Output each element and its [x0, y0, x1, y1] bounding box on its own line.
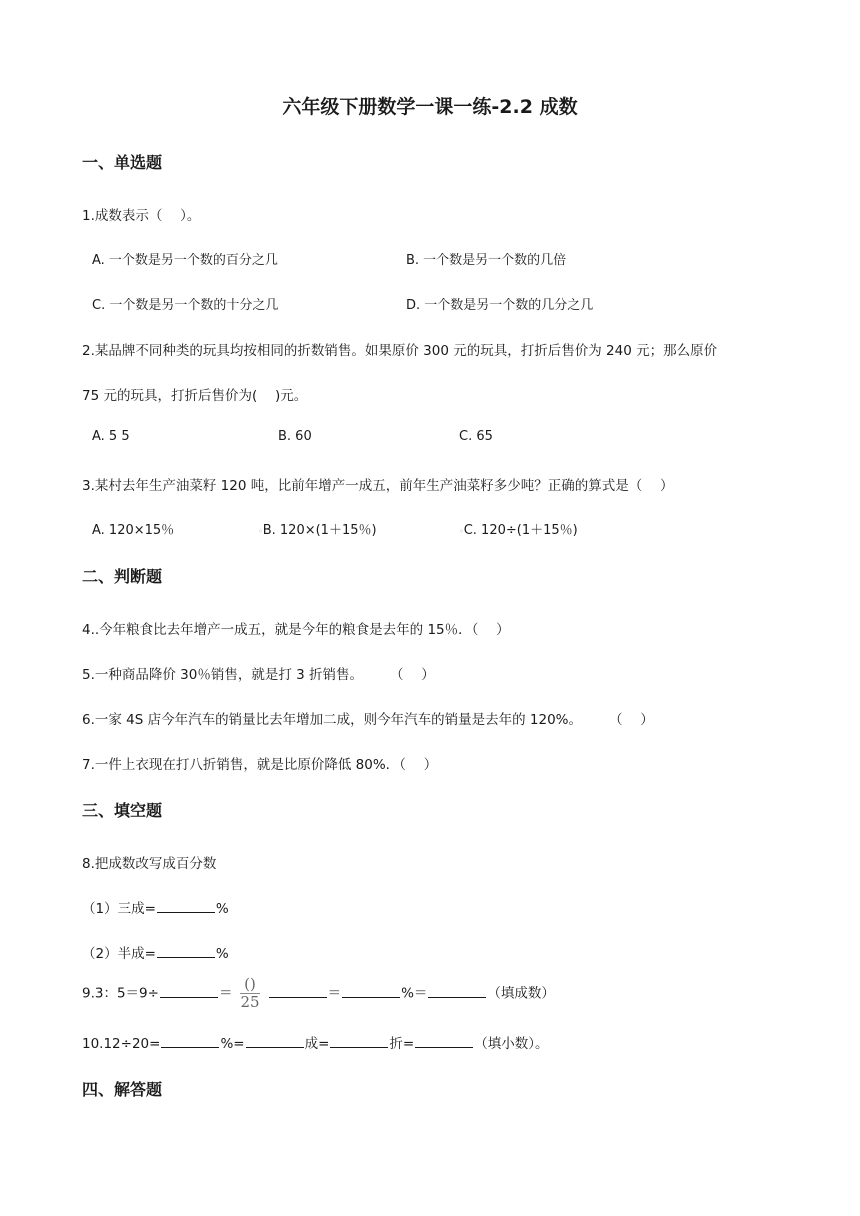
question-8-part-1 [82, 897, 229, 917]
answer-blank[interactable] [157, 898, 215, 913]
question-5: 5.一种商品降价 30％销售，就是打 3 折销售。 （ ） [82, 667, 435, 683]
question-10 [82, 1032, 548, 1052]
answer-blank[interactable] [330, 1033, 388, 1048]
question-9-note: （填成数） [487, 985, 555, 1002]
answer-blank[interactable] [246, 1033, 304, 1048]
question-10-start: 10.12÷20= [82, 1036, 161, 1052]
percent-equals: %＝ [401, 985, 428, 1002]
fraction-blank [240, 977, 259, 1010]
equals-sign: ＝ [218, 985, 233, 1002]
question-2-stem-line-1: 2.某品牌不同种类的玩具均按相同的折数销售。如果原价 300 元的玩具，打折后售价为 240 元；那么原价 [82, 343, 718, 359]
question-2-option-b: B. 60 [278, 429, 312, 444]
question-8-part-2-label: （2）半成= [82, 946, 156, 962]
answer-blank[interactable] [157, 943, 215, 958]
question-8-part-1-label: （1）三成= [82, 901, 156, 917]
section-heading-solve: 四、解答题 [82, 1080, 163, 1099]
percent-equals: %= [220, 1036, 245, 1052]
question-2-option-c: C. 65 [459, 429, 493, 444]
question-4: 4..今年粮食比去年增产一成五，就是今年的粮食是去年的 15％．（ ） [82, 622, 510, 638]
question-7: 7.一件上衣现在打八折销售，就是比原价降低 80%．（ ） [82, 757, 438, 773]
question-1-option-a: A. 一个数是另一个数的百分之几 [92, 253, 278, 268]
percent-unit: % [215, 901, 229, 917]
cheng-equals: 成= [304, 1036, 330, 1052]
bullet-mark: ◦ [459, 527, 464, 536]
bullet-mark: ◦ [258, 527, 263, 536]
question-2-option-a: A. 5 5 [92, 429, 130, 444]
section-heading-fill-blank: 三、填空题 [82, 801, 163, 820]
percent-unit: % [215, 946, 229, 962]
answer-blank[interactable] [161, 1033, 219, 1048]
answer-blank[interactable] [428, 983, 486, 998]
answer-blank[interactable] [160, 983, 218, 998]
question-6: 6.一家 4S 店今年汽车的销量比去年增加二成，则今年汽车的销量是去年的 120%。 （ ） [82, 712, 654, 728]
question-10-note: （填小数）。 [474, 1036, 549, 1052]
question-1-stem: 1.成数表示（ ）。 [82, 208, 201, 224]
section-heading-true-false: 二、判断题 [82, 567, 163, 586]
question-8-part-2 [82, 942, 229, 962]
question-1-option-c: C. 一个数是另一个数的十分之几 [92, 298, 279, 313]
question-1-option-b: B. 一个数是另一个数的几倍 [406, 253, 567, 268]
equals-sign: ＝ [327, 985, 342, 1002]
question-9-start: 9.3：5＝9÷ [82, 985, 159, 1002]
page-title: 六年级下册数学一课一练-2.2 成数 [282, 96, 578, 118]
question-2-stem-line-2: 75 元的玩具，打折后售价为( )元。 [82, 388, 308, 404]
question-8-stem: 8.把成数改写成百分数 [82, 856, 217, 872]
question-3-option-b [258, 519, 377, 538]
question-3-option-c [459, 519, 578, 538]
zhe-equals: 折= [389, 1036, 415, 1052]
answer-blank[interactable] [342, 983, 400, 998]
fraction-denominator: 25 [240, 993, 260, 1011]
answer-blank[interactable] [415, 1033, 473, 1048]
question-3-option-c-text: C. 120÷(1＋15％) [463, 523, 578, 538]
fraction-numerator[interactable]: () [240, 977, 259, 994]
question-3-stem: 3.某村去年生产油菜籽 120 吨，比前年增产一成五，前年生产油菜籽多少吨？正确的算式是（ ） [82, 478, 674, 494]
section-heading-single-choice: 一、单选题 [82, 153, 163, 172]
answer-blank[interactable] [269, 983, 327, 998]
question-3-option-a: A. 120×15％ [92, 523, 175, 538]
question-9 [82, 977, 555, 1010]
question-3-option-b-text: B. 120×(1＋15％) [262, 523, 377, 538]
question-1-option-d: D. 一个数是另一个数的几分之几 [406, 298, 594, 313]
